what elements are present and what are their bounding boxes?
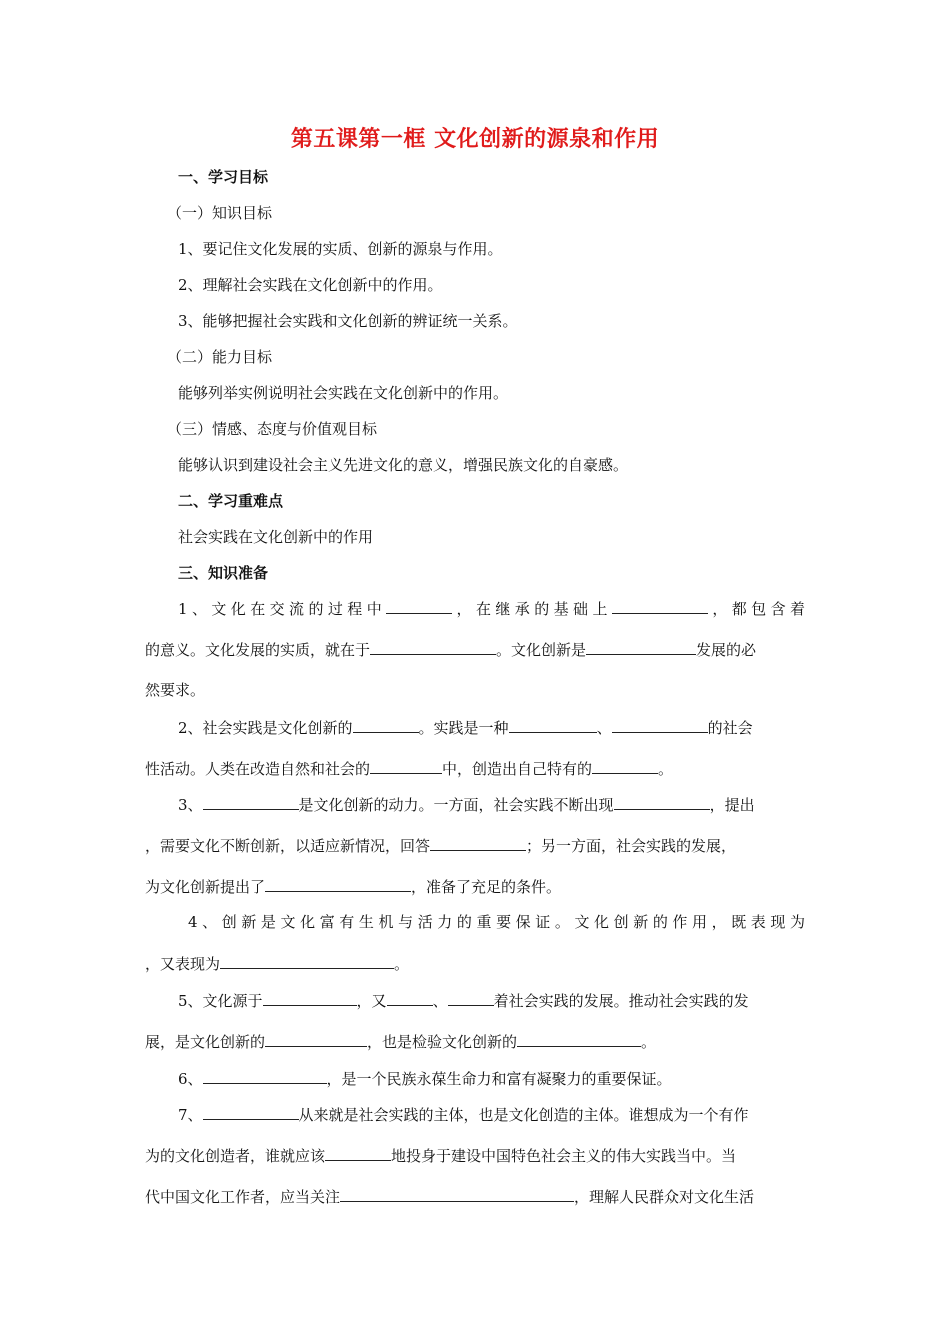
document-title: 第五课第一框 文化创新的源泉和作用 [290, 126, 660, 152]
fill-blank[interactable] [370, 758, 442, 774]
question-1-line-2: 的意义。文化发展的实质，就在于 。文化创新是 发展的必 [145, 641, 757, 659]
question-5-line-1: 5、文化源于 ，又 、 着社会实践的发展。推动社会实践的发 [178, 992, 749, 1010]
fill-blank[interactable] [517, 1031, 641, 1047]
section-learning-goals: 一、学习目标 [178, 168, 269, 186]
question-4-line-2: ，又表现为 。 [145, 955, 410, 973]
fill-blank[interactable] [387, 990, 433, 1006]
fill-blank[interactable] [612, 598, 708, 614]
question-1-line-1: 1、文化在交流的过程中 ，在继承的基础上 ，都包含着 [178, 600, 805, 618]
question-7-line-2: 为的文化创造者，谁就应该 地投身于建设中国特色社会主义的伟大实践当中。当 [145, 1147, 737, 1165]
knowledge-goal-1: 1、要记住文化发展的实质、创新的源泉与作用。 [178, 240, 503, 258]
question-3-line-2: ，需要文化不断创新，以适应新情况，回答 ；另一方面，社会实践的发展， [145, 837, 737, 855]
fill-blank[interactable] [448, 990, 494, 1006]
question-6-line-1: 6、 ，是一个民族永葆生命力和富有凝聚力的重要保证。 [178, 1070, 672, 1088]
ability-goal: 能够列举实例说明社会实践在文化创新中的作用。 [178, 384, 509, 402]
question-5-line-2: 展，是文化创新的 ，也是检验文化创新的 。 [145, 1033, 657, 1051]
fill-blank[interactable] [614, 794, 710, 810]
question-3-line-1: 3、 是文化创新的动力。一方面，社会实践不断出现 ，提出 [178, 796, 755, 814]
fill-blank[interactable] [509, 717, 597, 733]
question-7-line-3: 代中国文化工作者，应当关注 ，理解人民群众对文化生活 [145, 1188, 755, 1206]
question-1-line-3: 然要求。 [145, 681, 206, 699]
question-2-line-1: 2、社会实践是文化创新的 。实践是一种 、 的社会 [178, 719, 753, 737]
fill-blank[interactable] [220, 953, 394, 969]
fill-blank[interactable] [325, 1145, 391, 1161]
fill-blank[interactable] [592, 758, 658, 774]
question-4-line-1: 4、创新是文化富有生机与活力的重要保证。文化创新的作用，既表现为 [188, 913, 805, 931]
section-knowledge-prep: 三、知识准备 [178, 564, 269, 582]
fill-blank[interactable] [340, 1186, 574, 1202]
fill-blank[interactable] [203, 1068, 327, 1084]
fill-blank[interactable] [386, 598, 452, 614]
subsection-ability-goals: （二）能力目标 [167, 348, 273, 366]
attitude-goal: 能够认识到建设社会主义先进文化的意义，增强民族文化的自豪感。 [178, 456, 629, 474]
fill-blank[interactable] [203, 794, 299, 810]
knowledge-goal-3: 3、能够把握社会实践和文化创新的辨证统一关系。 [178, 312, 518, 330]
subsection-attitude-goals: （三）情感、态度与价值观目标 [167, 420, 378, 438]
section-key-points: 二、学习重难点 [178, 492, 284, 510]
fill-blank[interactable] [353, 717, 419, 733]
key-point: 社会实践在文化创新中的作用 [178, 528, 374, 546]
fill-blank[interactable] [430, 835, 526, 851]
fill-blank[interactable] [370, 639, 496, 655]
subsection-knowledge-goals: （一）知识目标 [167, 204, 273, 222]
fill-blank[interactable] [612, 717, 708, 733]
knowledge-goal-2: 2、理解社会实践在文化创新中的作用。 [178, 276, 443, 294]
question-7-line-1: 7、 从来就是社会实践的主体，也是文化创造的主体。谁想成为一个有作 [178, 1106, 749, 1124]
fill-blank[interactable] [586, 639, 696, 655]
fill-blank[interactable] [265, 1031, 367, 1047]
fill-blank[interactable] [265, 876, 411, 892]
question-3-line-3: 为文化创新提出了 ，准备了充足的条件。 [145, 878, 562, 896]
fill-blank[interactable] [203, 1104, 299, 1120]
question-2-line-2: 性活动。人类在改造自然和社会的 中，创造出自己特有的 。 [145, 760, 674, 778]
fill-blank[interactable] [263, 990, 357, 1006]
